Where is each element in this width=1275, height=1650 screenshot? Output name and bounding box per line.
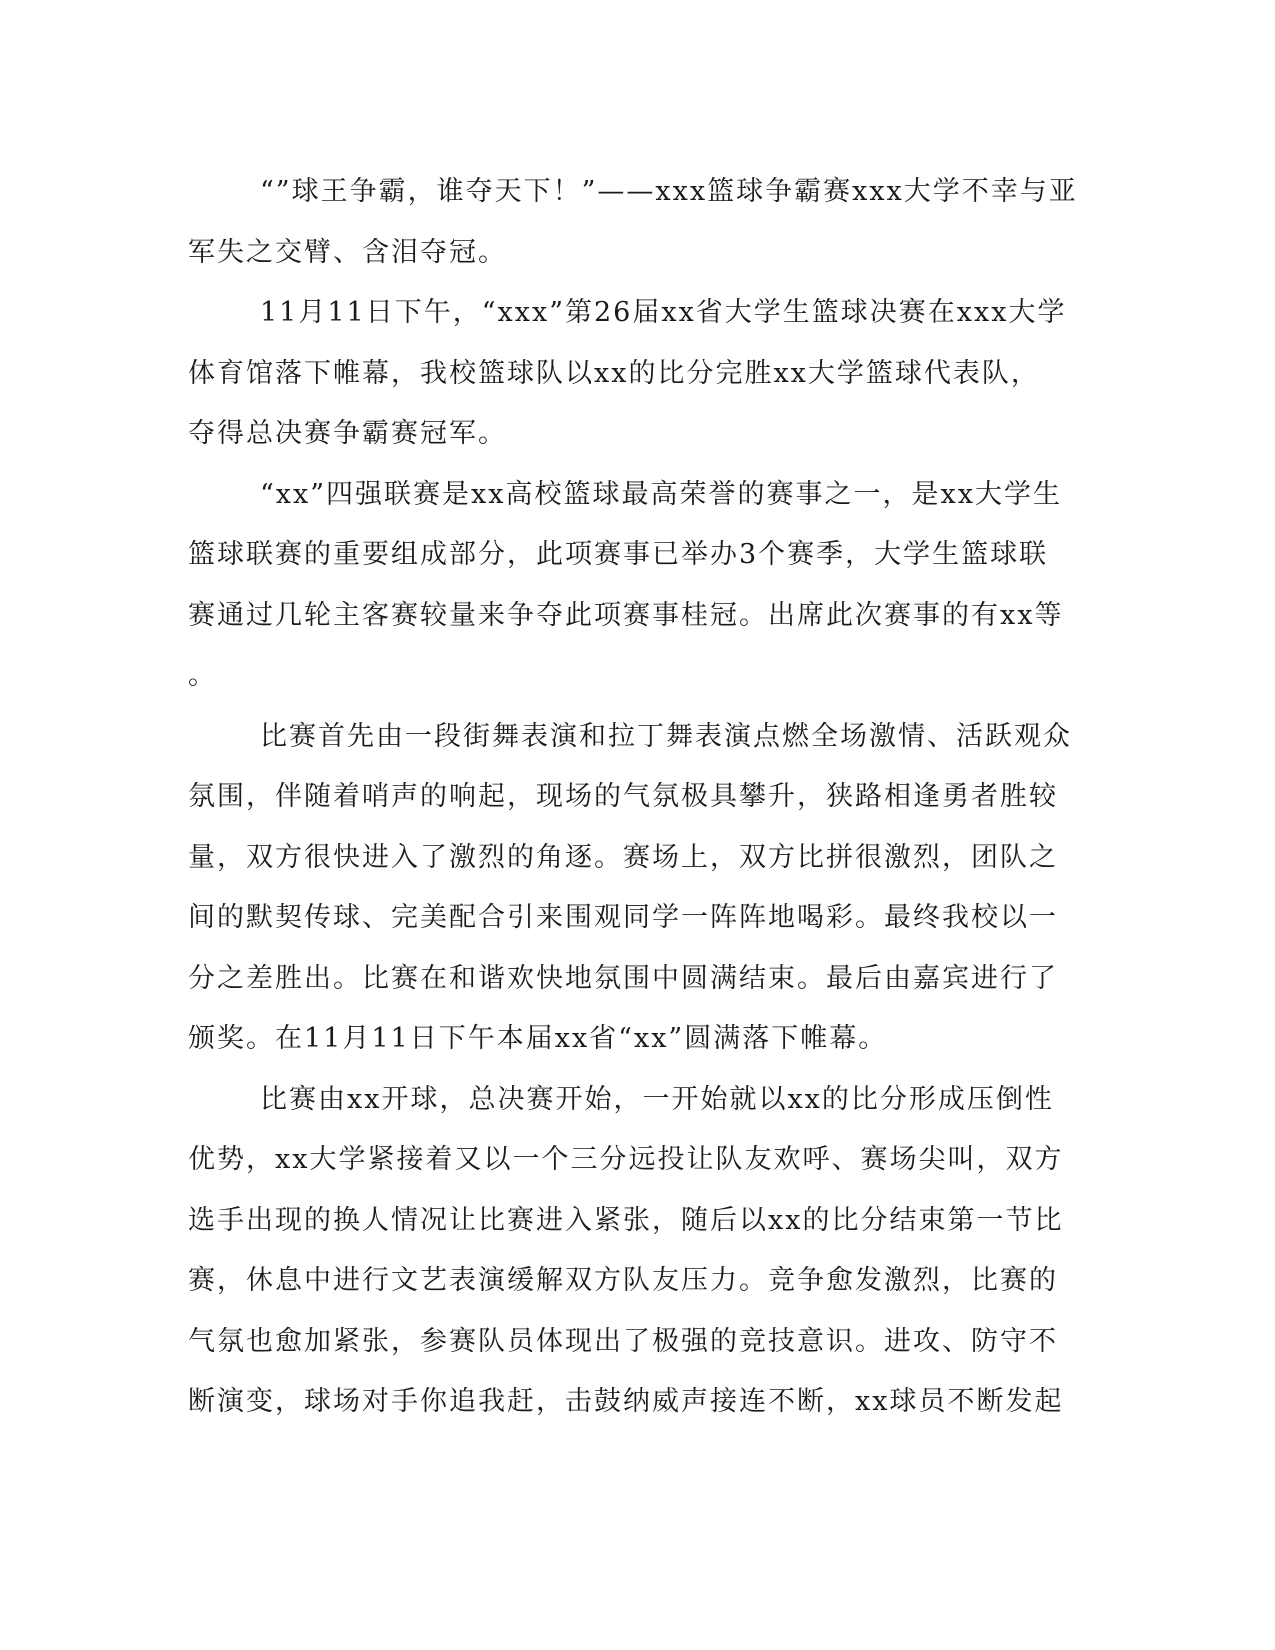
text-line: 篮球联赛的重要组成部分，此项赛事已举办3个赛季，大学生篮球联: [188, 539, 1049, 570]
text-line: 量，双方很快进入了激烈的角逐。赛场上，双方比拼很激烈，团队之: [188, 841, 1058, 873]
text-line: 比赛首先由一段街舞表演和拉丁舞表演点燃全场激情、活跃观众: [260, 720, 1072, 752]
text-line: 优势，xx大学紧接着又以一个三分远投让队友欢呼、赛场尖叫，双方: [188, 1144, 1064, 1175]
text-line: 选手出现的换人情况让比赛进入紧张，随后以xx的比分结束第一节比: [188, 1204, 1064, 1236]
text-line: 。: [188, 660, 217, 691]
text-line: 断演变，球场对手你追我赶，击鼓纳威声接连不断，xx球员不断发起: [188, 1386, 1064, 1417]
paragraph-1: [188, 162, 1088, 283]
document-body: [188, 162, 1088, 1433]
text-line: 氛围，伴随着哨声的响起，现场的气氛极具攀升，狭路相逢勇者胜较: [188, 781, 1058, 812]
text-line: “xx”四强联赛是xx高校篮球最高荣誉的赛事之一，是xx大学生: [260, 478, 1062, 510]
text-line: 11月11日下午，“xxx”第26届xx省大学生篮球决赛在xxx大学: [260, 297, 1067, 328]
text-line: 比赛由xx开球，总决赛开始，一开始就以xx的比分形成压倒性: [260, 1083, 1054, 1115]
text-line: 气氛也愈加紧张，参赛队员体现出了极强的竞技意识。进攻、防守不: [188, 1325, 1058, 1357]
text-line: 军失之交臂、含泪夺冠。: [188, 236, 507, 268]
paragraph-5: [188, 1070, 1088, 1433]
text-line: 体育馆落下帷幕，我校篮球队以xx的比分完胜xx大学篮球代表队，: [188, 357, 1040, 389]
text-line: 赛，休息中进行文艺表演缓解双方队友压力。竞争愈发激烈，比赛的: [188, 1265, 1058, 1296]
paragraph-3: [188, 465, 1088, 707]
text-line: 分之差胜出。比赛在和谐欢快地氛围中圆满结束。最后由嘉宾进行了: [188, 962, 1058, 994]
text-line: 夺得总决赛争霸赛冠军。: [188, 418, 507, 449]
paragraph-2: [188, 283, 1088, 465]
text-line: 间的默契传球、完美配合引来围观同学一阵阵地喝彩。最终我校以一: [188, 902, 1058, 933]
text-line: 颁奖。在11月11日下午本届xx省“xx”圆满落下帷幕。: [188, 1023, 888, 1054]
text-line: “”球王争霸，谁夺天下！”——xxx篮球争霸赛xxx大学不幸与亚: [260, 176, 1078, 207]
text-line: 赛通过几轮主客赛较量来争夺此项赛事桂冠。出席此次赛事的有xx等: [188, 599, 1064, 631]
paragraph-4: [188, 707, 1088, 1070]
